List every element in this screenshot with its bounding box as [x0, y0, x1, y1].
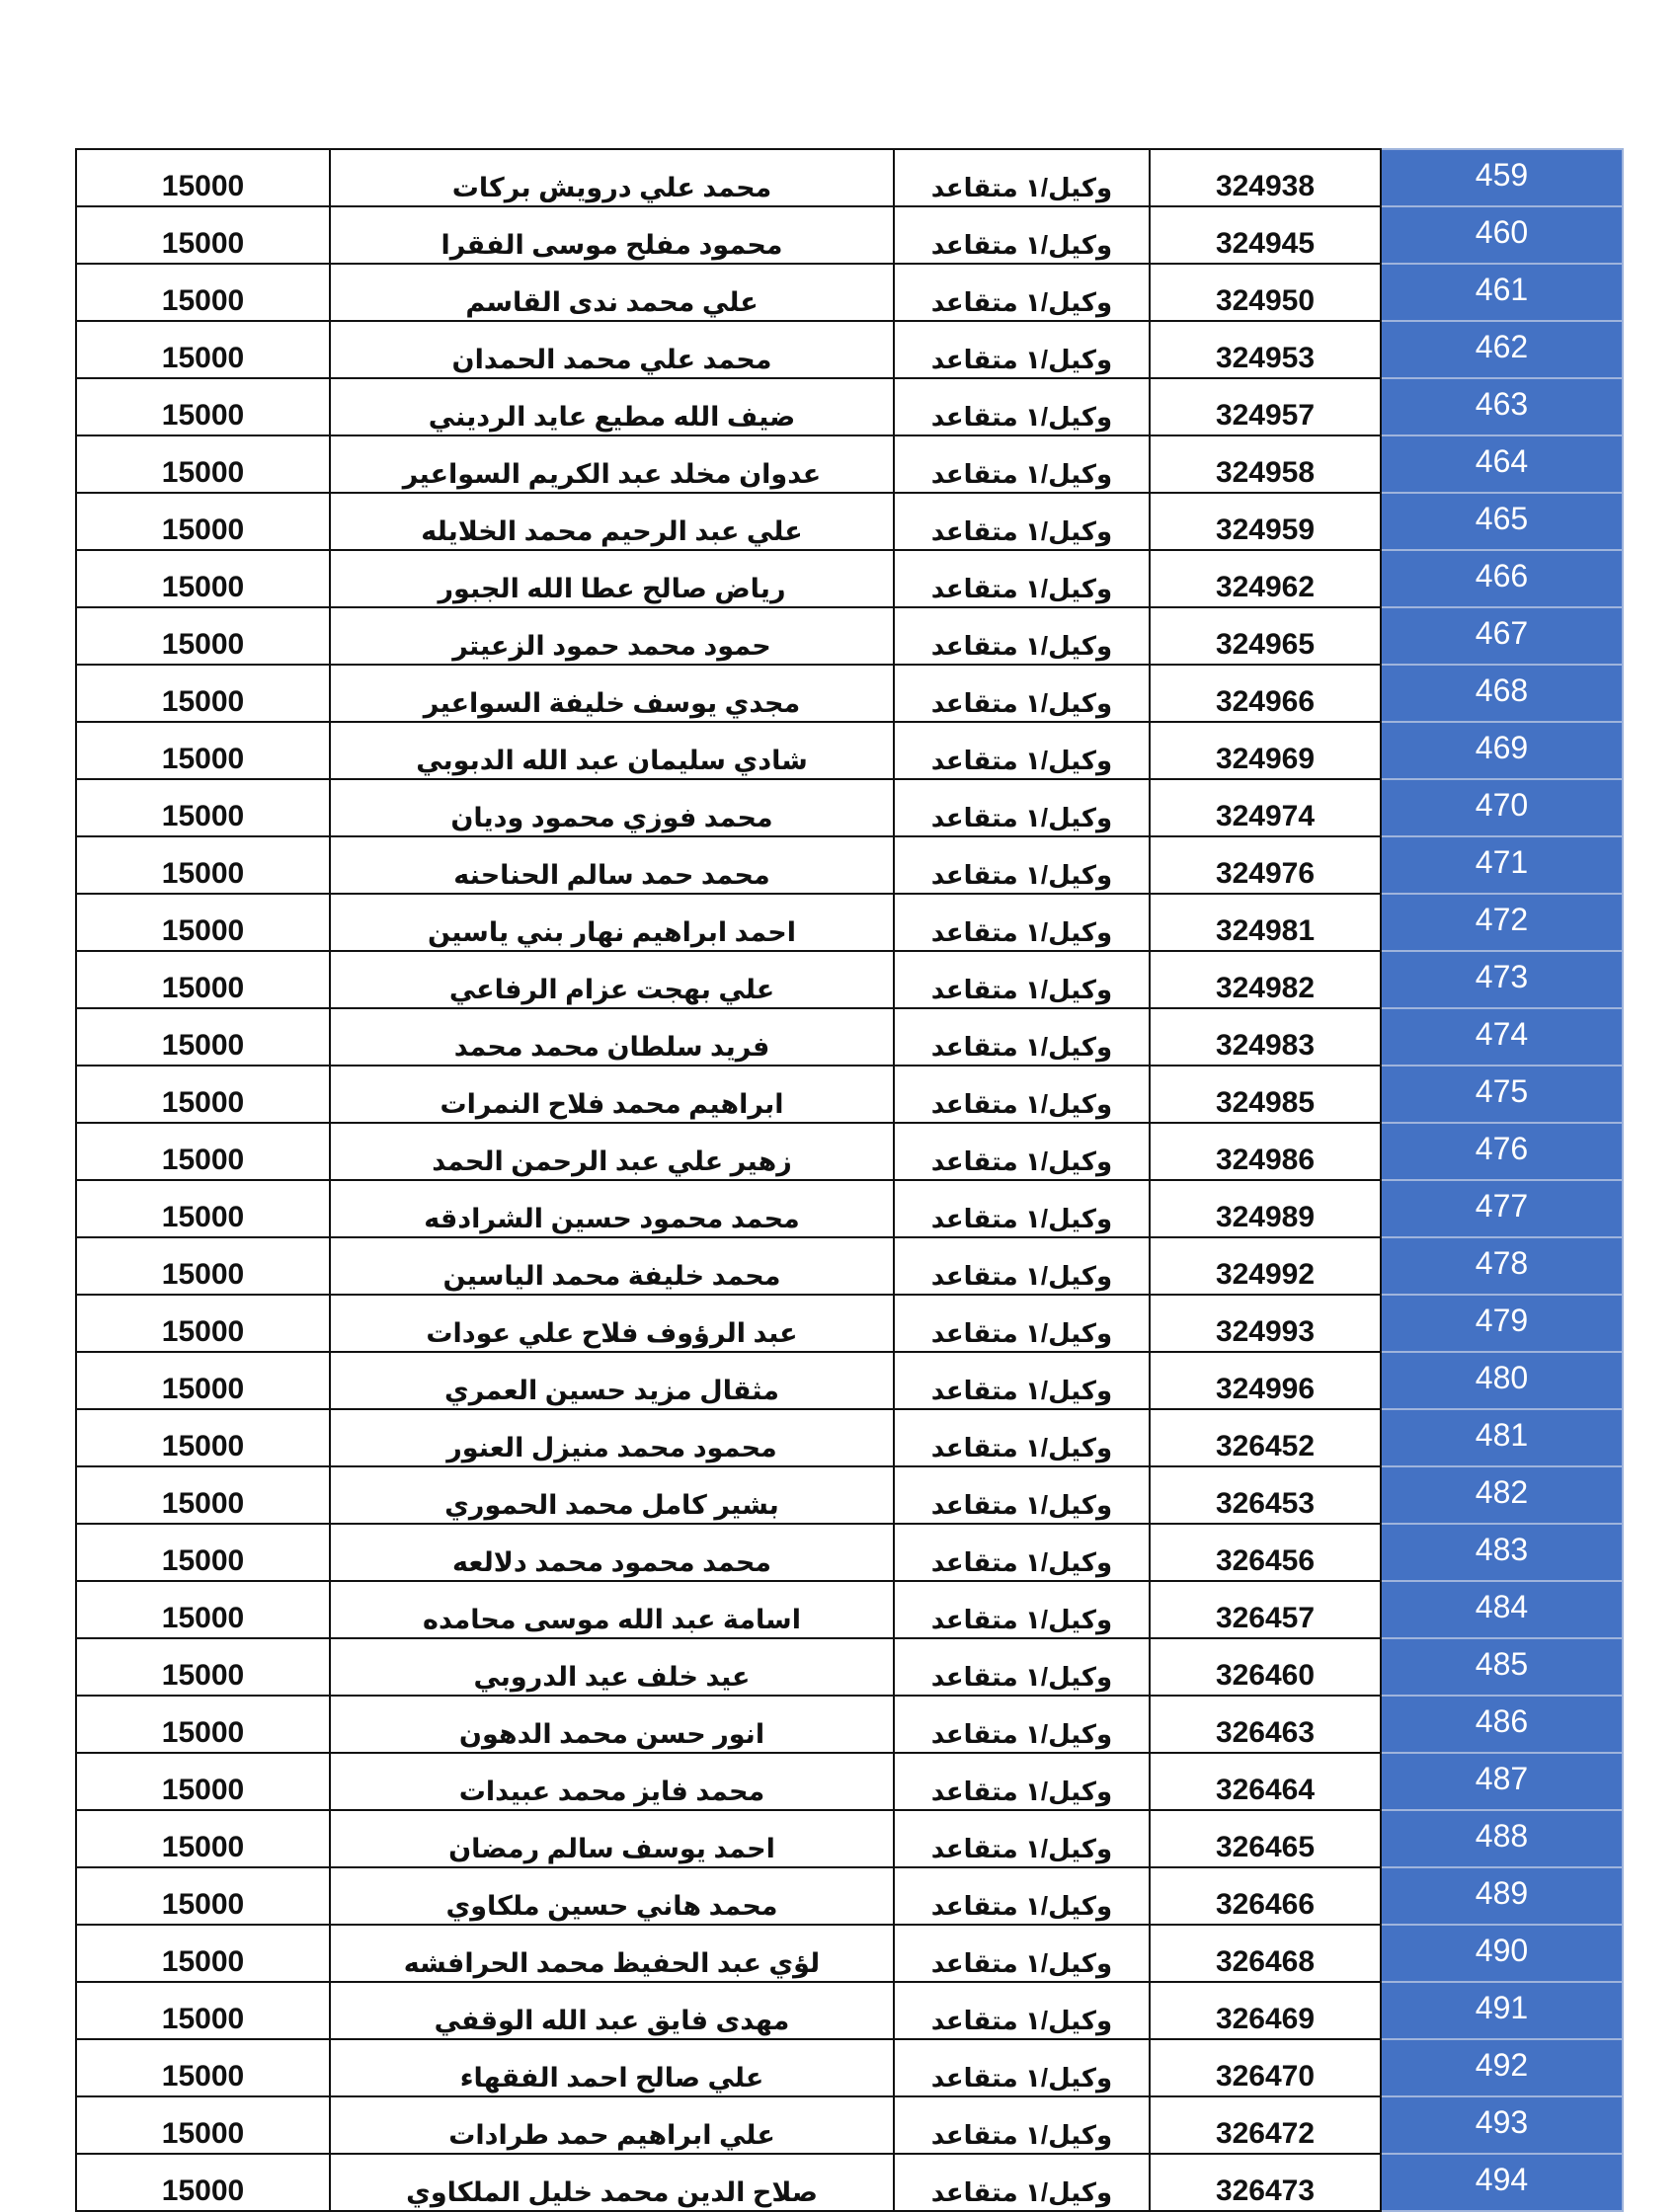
amount-cell: 15000 [76, 435, 330, 493]
amount-cell: 15000 [76, 1581, 330, 1638]
amount-cell: 15000 [76, 607, 330, 665]
serial-number-cell: 459 [1381, 149, 1623, 206]
rank-cell: وكيل/١ متقاعد [894, 1295, 1150, 1352]
id-cell: 324985 [1150, 1066, 1381, 1123]
serial-number-cell: 485 [1381, 1638, 1623, 1696]
id-cell: 326453 [1150, 1466, 1381, 1524]
amount-cell: 15000 [76, 836, 330, 894]
table-row [76, 1524, 1623, 1581]
name-cell: محمد علي درويش بركات [330, 149, 894, 206]
rank-cell: وكيل/١ متقاعد [894, 1581, 1150, 1638]
retirees-table [75, 148, 1624, 2212]
rank-cell: وكيل/١ متقاعد [894, 722, 1150, 779]
name-cell: انور حسن محمد الدهون [330, 1696, 894, 1753]
table-row [76, 378, 1623, 435]
name-cell: علي عبد الرحيم محمد الخلايله [330, 493, 894, 550]
table-row [76, 1237, 1623, 1295]
rank-cell: وكيل/١ متقاعد [894, 1753, 1150, 1810]
name-cell: علي محمد ندى القاسم [330, 264, 894, 321]
table-row [76, 1295, 1623, 1352]
table-row [76, 149, 1623, 206]
rank-cell: وكيل/١ متقاعد [894, 665, 1150, 722]
name-cell: محمد فايز محمد عبيدات [330, 1753, 894, 1810]
serial-number-cell: 474 [1381, 1008, 1623, 1066]
serial-number-cell: 476 [1381, 1123, 1623, 1180]
table-row [76, 1123, 1623, 1180]
amount-cell: 15000 [76, 1008, 330, 1066]
table-row [76, 1867, 1623, 1925]
table-body [76, 149, 1623, 2211]
table-row [76, 1925, 1623, 1982]
amount-cell: 15000 [76, 951, 330, 1008]
serial-number-cell: 489 [1381, 1867, 1623, 1925]
amount-cell: 15000 [76, 665, 330, 722]
rank-cell: وكيل/١ متقاعد [894, 378, 1150, 435]
rank-cell: وكيل/١ متقاعد [894, 1925, 1150, 1982]
table-row [76, 493, 1623, 550]
rank-cell: وكيل/١ متقاعد [894, 2039, 1150, 2096]
name-cell: مثقال مزيد حسين العمري [330, 1352, 894, 1409]
name-cell: ابراهيم محمد فلاح النمرات [330, 1066, 894, 1123]
rank-cell: وكيل/١ متقاعد [894, 1982, 1150, 2039]
table-row [76, 435, 1623, 493]
rank-cell: وكيل/١ متقاعد [894, 321, 1150, 378]
rank-cell: وكيل/١ متقاعد [894, 435, 1150, 493]
id-cell: 324957 [1150, 378, 1381, 435]
id-cell: 324986 [1150, 1123, 1381, 1180]
amount-cell: 15000 [76, 722, 330, 779]
rank-cell: وكيل/١ متقاعد [894, 607, 1150, 665]
name-cell: ضيف الله مطيع عايد الرديني [330, 378, 894, 435]
id-cell: 326456 [1150, 1524, 1381, 1581]
rank-cell: وكيل/١ متقاعد [894, 206, 1150, 264]
name-cell: محمد علي محمد الحمدان [330, 321, 894, 378]
amount-cell: 15000 [76, 1295, 330, 1352]
rank-cell: وكيل/١ متقاعد [894, 1066, 1150, 1123]
amount-cell: 15000 [76, 894, 330, 951]
serial-number-cell: 471 [1381, 836, 1623, 894]
serial-number-cell: 464 [1381, 435, 1623, 493]
id-cell: 324996 [1150, 1352, 1381, 1409]
amount-cell: 15000 [76, 1696, 330, 1753]
rank-cell: وكيل/١ متقاعد [894, 1008, 1150, 1066]
rank-cell: وكيل/١ متقاعد [894, 1180, 1150, 1237]
amount-cell: 15000 [76, 206, 330, 264]
id-cell: 324983 [1150, 1008, 1381, 1066]
table-row [76, 836, 1623, 894]
name-cell: محمود مفلح موسى الفقرا [330, 206, 894, 264]
amount-cell: 15000 [76, 1180, 330, 1237]
serial-number-cell: 469 [1381, 722, 1623, 779]
name-cell: علي ابراهيم حمد طرادات [330, 2096, 894, 2154]
name-cell: مهدى فايق عبد الله الوقفي [330, 1982, 894, 2039]
rank-cell: وكيل/١ متقاعد [894, 1696, 1150, 1753]
table-row [76, 1352, 1623, 1409]
id-cell: 324945 [1150, 206, 1381, 264]
id-cell: 324969 [1150, 722, 1381, 779]
table-row [76, 1409, 1623, 1466]
name-cell: بشير كامل محمد الحموري [330, 1466, 894, 1524]
serial-number-cell: 478 [1381, 1237, 1623, 1295]
id-cell: 324950 [1150, 264, 1381, 321]
table-row [76, 1581, 1623, 1638]
serial-number-cell: 481 [1381, 1409, 1623, 1466]
id-cell: 324981 [1150, 894, 1381, 951]
name-cell: محمد محمود حسين الشرادقه [330, 1180, 894, 1237]
table-row [76, 951, 1623, 1008]
amount-cell: 15000 [76, 1982, 330, 2039]
name-cell: رياض صالح عطا الله الجبور [330, 550, 894, 607]
serial-number-cell: 483 [1381, 1524, 1623, 1581]
id-cell: 324989 [1150, 1180, 1381, 1237]
amount-cell: 15000 [76, 779, 330, 836]
id-cell: 326469 [1150, 1982, 1381, 2039]
rank-cell: وكيل/١ متقاعد [894, 550, 1150, 607]
serial-number-cell: 487 [1381, 1753, 1623, 1810]
name-cell: محمد محمود محمد دلالعه [330, 1524, 894, 1581]
serial-number-cell: 482 [1381, 1466, 1623, 1524]
serial-number-cell: 475 [1381, 1066, 1623, 1123]
name-cell: عيد خلف عيد الدروبي [330, 1638, 894, 1696]
rank-cell: وكيل/١ متقاعد [894, 1123, 1150, 1180]
amount-cell: 15000 [76, 550, 330, 607]
serial-number-cell: 493 [1381, 2096, 1623, 2154]
rank-cell: وكيل/١ متقاعد [894, 2096, 1150, 2154]
id-cell: 326457 [1150, 1581, 1381, 1638]
rank-cell: وكيل/١ متقاعد [894, 1466, 1150, 1524]
amount-cell: 15000 [76, 493, 330, 550]
serial-number-cell: 490 [1381, 1925, 1623, 1982]
table-row [76, 1696, 1623, 1753]
rank-cell: وكيل/١ متقاعد [894, 779, 1150, 836]
rank-cell: وكيل/١ متقاعد [894, 1524, 1150, 1581]
id-cell: 326463 [1150, 1696, 1381, 1753]
amount-cell: 15000 [76, 2154, 330, 2211]
rank-cell: وكيل/١ متقاعد [894, 1409, 1150, 1466]
amount-cell: 15000 [76, 1524, 330, 1581]
name-cell: محمود محمد منيزل العنور [330, 1409, 894, 1466]
serial-number-cell: 484 [1381, 1581, 1623, 1638]
rank-cell: وكيل/١ متقاعد [894, 1638, 1150, 1696]
id-cell: 324974 [1150, 779, 1381, 836]
id-cell: 324965 [1150, 607, 1381, 665]
name-cell: علي صالح احمد الفقهاء [330, 2039, 894, 2096]
table-row [76, 264, 1623, 321]
name-cell: احمد ابراهيم نهار بني ياسين [330, 894, 894, 951]
id-cell: 326473 [1150, 2154, 1381, 2211]
name-cell: محمد خليفة محمد الياسين [330, 1237, 894, 1295]
rank-cell: وكيل/١ متقاعد [894, 1867, 1150, 1925]
amount-cell: 15000 [76, 1123, 330, 1180]
id-cell: 326452 [1150, 1409, 1381, 1466]
serial-number-cell: 467 [1381, 607, 1623, 665]
table-row [76, 894, 1623, 951]
serial-number-cell: 462 [1381, 321, 1623, 378]
id-cell: 324976 [1150, 836, 1381, 894]
table-row [76, 779, 1623, 836]
table-row [76, 1180, 1623, 1237]
id-cell: 324992 [1150, 1237, 1381, 1295]
name-cell: محمد هاني حسين ملكاوي [330, 1867, 894, 1925]
table-row [76, 206, 1623, 264]
amount-cell: 15000 [76, 1810, 330, 1867]
name-cell: عبد الرؤوف فلاح علي عودات [330, 1295, 894, 1352]
amount-cell: 15000 [76, 1925, 330, 1982]
table-row [76, 722, 1623, 779]
id-cell: 326460 [1150, 1638, 1381, 1696]
serial-number-cell: 492 [1381, 2039, 1623, 2096]
name-cell: اسامة عبد الله موسى محامده [330, 1581, 894, 1638]
amount-cell: 15000 [76, 1066, 330, 1123]
amount-cell: 15000 [76, 149, 330, 206]
amount-cell: 15000 [76, 2096, 330, 2154]
amount-cell: 15000 [76, 1638, 330, 1696]
rank-cell: وكيل/١ متقاعد [894, 1352, 1150, 1409]
name-cell: شادي سليمان عبد الله الدبوبي [330, 722, 894, 779]
table-row [76, 1982, 1623, 2039]
table-row [76, 607, 1623, 665]
id-cell: 326466 [1150, 1867, 1381, 1925]
id-cell: 324938 [1150, 149, 1381, 206]
table-row [76, 550, 1623, 607]
id-cell: 326470 [1150, 2039, 1381, 2096]
amount-cell: 15000 [76, 264, 330, 321]
amount-cell: 15000 [76, 1409, 330, 1466]
name-cell: فريد سلطان محمد محمد [330, 1008, 894, 1066]
serial-number-cell: 477 [1381, 1180, 1623, 1237]
serial-number-cell: 466 [1381, 550, 1623, 607]
name-cell: احمد يوسف سالم رمضان [330, 1810, 894, 1867]
name-cell: محمد حمد سالم الحناحنه [330, 836, 894, 894]
serial-number-cell: 473 [1381, 951, 1623, 1008]
rank-cell: وكيل/١ متقاعد [894, 951, 1150, 1008]
serial-number-cell: 470 [1381, 779, 1623, 836]
amount-cell: 15000 [76, 1753, 330, 1810]
serial-number-cell: 463 [1381, 378, 1623, 435]
rank-cell: وكيل/١ متقاعد [894, 1237, 1150, 1295]
amount-cell: 15000 [76, 1466, 330, 1524]
id-cell: 324959 [1150, 493, 1381, 550]
serial-number-cell: 460 [1381, 206, 1623, 264]
table-row [76, 1466, 1623, 1524]
amount-cell: 15000 [76, 378, 330, 435]
rank-cell: وكيل/١ متقاعد [894, 894, 1150, 951]
rank-cell: وكيل/١ متقاعد [894, 264, 1150, 321]
serial-number-cell: 465 [1381, 493, 1623, 550]
id-cell: 324953 [1150, 321, 1381, 378]
table-row [76, 321, 1623, 378]
name-cell: مجدي يوسف خليفة السواعير [330, 665, 894, 722]
name-cell: زهير علي عبد الرحمن الحمد [330, 1123, 894, 1180]
serial-number-cell: 472 [1381, 894, 1623, 951]
name-cell: صلاح الدين محمد خليل الملكاوي [330, 2154, 894, 2211]
amount-cell: 15000 [76, 1867, 330, 1925]
serial-number-cell: 479 [1381, 1295, 1623, 1352]
id-cell: 326468 [1150, 1925, 1381, 1982]
table-row [76, 1810, 1623, 1867]
rank-cell: وكيل/١ متقاعد [894, 836, 1150, 894]
table-row [76, 665, 1623, 722]
name-cell: محمد فوزي محمود وديان [330, 779, 894, 836]
table-row [76, 1753, 1623, 1810]
id-cell: 326472 [1150, 2096, 1381, 2154]
name-cell: علي بهجت عزام الرفاعي [330, 951, 894, 1008]
table-row [76, 1008, 1623, 1066]
id-cell: 326464 [1150, 1753, 1381, 1810]
table-row [76, 1066, 1623, 1123]
id-cell: 324958 [1150, 435, 1381, 493]
rank-cell: وكيل/١ متقاعد [894, 1810, 1150, 1867]
amount-cell: 15000 [76, 2039, 330, 2096]
table-row [76, 2154, 1623, 2211]
id-cell: 324993 [1150, 1295, 1381, 1352]
rank-cell: وكيل/١ متقاعد [894, 493, 1150, 550]
id-cell: 324982 [1150, 951, 1381, 1008]
serial-number-cell: 480 [1381, 1352, 1623, 1409]
table-row [76, 1638, 1623, 1696]
table-row [76, 2039, 1623, 2096]
name-cell: عدوان مخلد عبد الكريم السواعير [330, 435, 894, 493]
amount-cell: 15000 [76, 321, 330, 378]
serial-number-cell: 486 [1381, 1696, 1623, 1753]
amount-cell: 15000 [76, 1237, 330, 1295]
id-cell: 326465 [1150, 1810, 1381, 1867]
table-row [76, 2096, 1623, 2154]
amount-cell: 15000 [76, 1352, 330, 1409]
serial-number-cell: 488 [1381, 1810, 1623, 1867]
rank-cell: وكيل/١ متقاعد [894, 149, 1150, 206]
serial-number-cell: 468 [1381, 665, 1623, 722]
serial-number-cell: 461 [1381, 264, 1623, 321]
id-cell: 324966 [1150, 665, 1381, 722]
name-cell: لؤي عبد الحفيظ محمد الحرافشه [330, 1925, 894, 1982]
rank-cell: وكيل/١ متقاعد [894, 2154, 1150, 2211]
serial-number-cell: 491 [1381, 1982, 1623, 2039]
id-cell: 324962 [1150, 550, 1381, 607]
serial-number-cell: 494 [1381, 2154, 1623, 2211]
name-cell: حمود محمد حمود الزعيتر [330, 607, 894, 665]
